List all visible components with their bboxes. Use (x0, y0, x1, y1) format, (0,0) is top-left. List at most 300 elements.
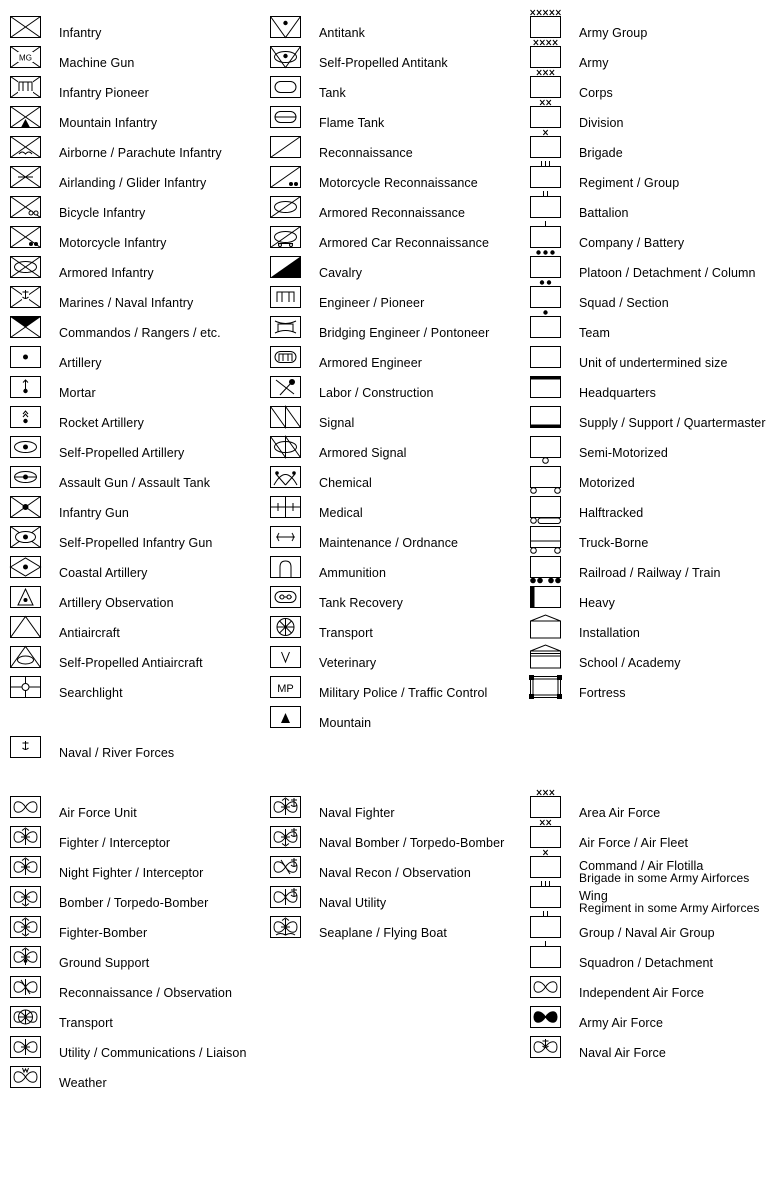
legend-entry (10, 436, 265, 466)
air-group-icon (530, 916, 561, 938)
legend-label-line: Transport (319, 626, 373, 640)
legend-label (579, 1046, 666, 1061)
division-icon (530, 106, 561, 128)
airborne-infantry-icon (10, 136, 41, 158)
legend-label-line: Veterinary (319, 656, 377, 670)
legend-label-line: Night Fighter / Interceptor (59, 866, 204, 880)
legend-label (579, 26, 647, 41)
legend-entry (530, 136, 770, 166)
medical-icon (270, 496, 301, 518)
air-recon-icon (10, 976, 41, 998)
rocket-artillery-icon (10, 406, 41, 428)
legend-label-line: Antiaircraft (59, 626, 120, 640)
legend-entry (270, 436, 528, 466)
armored-engineer-icon (270, 346, 301, 368)
legend-label (319, 716, 371, 731)
legend-label (319, 176, 478, 191)
legend-label (319, 476, 372, 491)
legend-label-line: Halftracked (579, 506, 644, 520)
legend-entry (10, 46, 265, 76)
legend-label (59, 806, 137, 821)
legend-entry (530, 796, 770, 826)
legend-entry (530, 676, 770, 706)
motorcycle-recon-icon (270, 166, 301, 188)
sp-antiaircraft-icon (10, 646, 41, 668)
legend-label-line: Armored Infantry (59, 266, 154, 280)
searchlight-icon (10, 676, 41, 698)
legend-label-line: Ammunition (319, 566, 386, 580)
legend-entry (530, 586, 770, 616)
legend-label (579, 266, 756, 281)
mountain-infantry-icon (10, 106, 41, 128)
heavy-icon (530, 586, 561, 608)
legend-label (59, 1016, 113, 1031)
legend-label-line: Labor / Construction (319, 386, 434, 400)
legend-label-line: Searchlight (59, 686, 123, 700)
legend-entry (270, 616, 528, 646)
legend-entry (10, 526, 265, 556)
legend-label (579, 626, 640, 641)
legend-label-line: Machine Gun (59, 56, 135, 70)
legend-label (319, 836, 504, 851)
legend-label-line: Maintenance / Ordnance (319, 536, 459, 550)
legend-label-line: Artillery (59, 356, 102, 370)
legend-label (319, 596, 403, 611)
legend-entry (10, 16, 265, 46)
air-flotilla-icon (530, 856, 561, 878)
legend-label (319, 356, 422, 371)
legend-entry (270, 286, 528, 316)
legend-label (579, 476, 635, 491)
legend-label (579, 536, 648, 551)
tank-icon (270, 76, 301, 98)
flame-tank-icon (270, 106, 301, 128)
legend-entry (530, 196, 770, 226)
legend-label (579, 806, 660, 821)
reconnaissance-icon (270, 136, 301, 158)
legend-entry (530, 316, 770, 346)
bridging-engineer-icon (270, 316, 301, 338)
legend-entry (270, 346, 528, 376)
legend-label (59, 206, 145, 221)
legend-label-line: Headquarters (579, 386, 656, 400)
legend-entry (10, 1036, 265, 1066)
legend-label-line: Armored Reconnaissance (319, 206, 466, 220)
legend-label (579, 656, 681, 671)
legend-entry (530, 286, 770, 316)
machine-gun-icon (10, 46, 41, 68)
legend-entry (270, 466, 528, 496)
legend-label-line: Army Group (579, 26, 648, 40)
weather-icon (10, 1066, 41, 1088)
legend-label (59, 296, 193, 311)
legend-label (319, 506, 363, 521)
bomber-icon (10, 886, 41, 908)
air-force-unit-icon (10, 796, 41, 818)
legend-label (59, 896, 208, 911)
coastal-artillery-icon (10, 556, 41, 578)
legend-label-line: School / Academy (579, 656, 681, 670)
legend-entry (10, 196, 265, 226)
legend-entry (530, 16, 770, 46)
antitank-icon (270, 16, 301, 38)
legend-entry (10, 376, 265, 406)
legend-label-line: Motorcycle Infantry (59, 236, 167, 250)
legend-label-line: Bicycle Infantry (59, 206, 146, 220)
legend-label-line: Area Air Force (579, 806, 661, 820)
legend-entry (270, 106, 528, 136)
legend-label (59, 326, 221, 341)
legend-entry (10, 976, 265, 1006)
legend-label-line: Platoon / Detachment / Column (579, 266, 756, 280)
legend-entry (270, 46, 528, 76)
marines-icon (10, 286, 41, 308)
legend-label-line: Regiment / Group (579, 176, 680, 190)
legend-entry (10, 1066, 265, 1096)
legend-entry (10, 586, 265, 616)
legend-label (579, 956, 713, 971)
legend-label (59, 236, 167, 251)
svg-text:MP: MP (277, 683, 294, 695)
legend-label (579, 86, 613, 101)
motorcycle-infantry-icon (10, 226, 41, 248)
legend-label-line: Air Force / Air Fleet (579, 836, 689, 850)
legend-label (319, 386, 434, 401)
legend-label (579, 116, 624, 131)
legend-entry (10, 1006, 265, 1036)
legend-entry (530, 166, 770, 196)
commandos-icon (10, 316, 41, 338)
legend-entry (530, 856, 770, 886)
supply-icon (530, 406, 561, 428)
legend-label (319, 806, 395, 821)
artillery-icon (10, 346, 41, 368)
installation-icon (530, 616, 561, 638)
night-fighter-icon (10, 856, 41, 878)
legend-label (59, 536, 212, 551)
team-icon (530, 316, 561, 338)
armored-signal-icon (270, 436, 301, 458)
legend-label-line: Self-Propelled Artillery (59, 446, 185, 460)
legend-label (59, 266, 154, 281)
legend-entry (270, 226, 528, 256)
legend-entry (530, 496, 770, 526)
legend-label-line: Brigade (579, 146, 623, 160)
infantry-icon (10, 16, 41, 38)
legend-entry (270, 676, 528, 706)
legend-label-line: Self-Propelled Infantry Gun (59, 536, 213, 550)
artillery-observation-icon (10, 586, 41, 608)
fortress-icon (530, 676, 561, 698)
legend-entry (270, 406, 528, 436)
legend-entry (530, 406, 770, 436)
legend-entry (530, 376, 770, 406)
legend-entry (270, 796, 528, 826)
naval-air-force-icon (530, 1036, 561, 1058)
legend-label (319, 266, 362, 281)
legend-label (59, 56, 134, 71)
legend-entry (10, 76, 265, 106)
legend-label (319, 896, 386, 911)
legend-label (579, 206, 629, 221)
legend-label-line: Naval / River Forces (59, 746, 175, 760)
legend-label-line: Flame Tank (319, 116, 385, 130)
legend-label (59, 1046, 247, 1061)
school-icon (530, 646, 561, 668)
legend-label-line: Self-Propelled Antiaircraft (59, 656, 203, 670)
area-air-force-icon (530, 796, 561, 818)
legend-label (579, 506, 643, 521)
legend-entry (10, 796, 265, 826)
legend-entry (530, 616, 770, 646)
legend-label (579, 296, 669, 311)
legend-entry (270, 856, 528, 886)
legend-entry (10, 136, 265, 166)
legend-label-line: Commandos / Rangers / etc. (59, 326, 221, 340)
legend-label (59, 566, 148, 581)
sp-artillery-icon (10, 436, 41, 458)
undetermined-size-icon (530, 346, 561, 368)
legend-label-line: Railroad / Railway / Train (579, 566, 721, 580)
legend-entry (530, 976, 770, 1006)
veterinary-icon (270, 646, 301, 668)
svg-text:MG: MG (19, 53, 32, 63)
legend-label-line: Coastal Artillery (59, 566, 148, 580)
sp-infantry-gun-icon (10, 526, 41, 548)
legend-label (59, 26, 102, 41)
naval-river-icon (10, 736, 41, 758)
legend-label-line: Semi-Motorized (579, 446, 668, 460)
legend-label-line: Company / Battery (579, 236, 685, 250)
legend-label (579, 146, 623, 161)
legend-entry (530, 466, 770, 496)
naval-utility-icon (270, 886, 301, 908)
legend-entry (10, 256, 265, 286)
legend-entry (530, 916, 770, 946)
headquarters-icon (530, 376, 561, 398)
army-air-force-icon (530, 1006, 561, 1028)
legend-label (59, 596, 174, 611)
truck-borne-icon (530, 526, 561, 548)
air-transport-icon (10, 1006, 41, 1028)
legend-label (579, 56, 609, 71)
legend-label-subline: Brigade in some Army Airforces (579, 871, 750, 885)
legend-label-line: Bomber / Torpedo-Bomber (59, 896, 209, 910)
legend-label-line: Truck-Borne (579, 536, 649, 550)
legend-label (319, 26, 365, 41)
legend-label-line: Airborne / Parachute Infantry (59, 146, 222, 160)
legend-label-line: Air Force Unit (59, 806, 137, 820)
legend-label (579, 860, 749, 884)
legend-label (59, 986, 232, 1001)
mountain-icon (270, 706, 301, 728)
legend-entry (10, 316, 265, 346)
bicycle-infantry-icon (10, 196, 41, 218)
legend-label-line: Fighter / Interceptor (59, 836, 171, 850)
armored-car-recon-icon (270, 226, 301, 248)
legend-label (579, 386, 656, 401)
legend-label (319, 206, 465, 221)
legend-entry (270, 196, 528, 226)
legend-entry (270, 706, 528, 736)
naval-recon-icon (270, 856, 301, 878)
legend-label-line: Corps (579, 86, 613, 100)
legend-label (59, 656, 203, 671)
legend-label (319, 626, 373, 641)
brigade-icon (530, 136, 561, 158)
legend-label-line: Airlanding / Glider Infantry (59, 176, 207, 190)
seaplane-icon (270, 916, 301, 938)
legend-entry (270, 166, 528, 196)
railroad-icon (530, 556, 561, 578)
corps-icon (530, 76, 561, 98)
legend-entry (10, 676, 265, 706)
legend-label-line: Army (579, 56, 609, 70)
legend-label (59, 926, 147, 941)
legend-label-line: Weather (59, 1076, 107, 1090)
legend-label-line: Naval Recon / Observation (319, 866, 471, 880)
legend-label (59, 746, 174, 761)
ground-support-icon (10, 946, 41, 968)
legend-entry (10, 886, 265, 916)
legend-entry (530, 226, 770, 256)
legend-label-line: Division (579, 116, 624, 130)
motorized-icon (530, 466, 561, 488)
legend-label-line: Group / Naval Air Group (579, 926, 715, 940)
legend-label-line: Naval Utility (319, 896, 387, 910)
legend-entry (530, 826, 770, 856)
armored-infantry-icon (10, 256, 41, 278)
legend-label (319, 56, 448, 71)
legend-label (59, 956, 149, 971)
platoon-icon (530, 256, 561, 278)
battalion-icon (530, 196, 561, 218)
mortar-icon (10, 376, 41, 398)
legend-label-line: Reconnaissance / Observation (59, 986, 233, 1000)
legend-label (319, 116, 384, 131)
assault-gun-icon (10, 466, 41, 488)
chemical-icon (270, 466, 301, 488)
legend-label-line: Rocket Artillery (59, 416, 144, 430)
legend-label (319, 236, 489, 251)
wing-icon (530, 886, 561, 908)
legend-entry (270, 556, 528, 586)
legend-entry (530, 886, 770, 916)
airlanding-infantry-icon (10, 166, 41, 188)
air-fleet-icon (530, 826, 561, 848)
legend-label-line: Antitank (319, 26, 365, 40)
legend-entry (530, 46, 770, 76)
legend-label-line: Mountain (319, 716, 372, 730)
ammunition-icon (270, 556, 301, 578)
legend-label-line: Utility / Communications / Liaison (59, 1046, 247, 1060)
legend-entry (270, 256, 528, 286)
naval-fighter-icon (270, 796, 301, 818)
transport-icon (270, 616, 301, 638)
legend-label-line: Installation (579, 626, 640, 640)
fighter-bomber-icon (10, 916, 41, 938)
squadron-icon (530, 946, 561, 968)
legend-label-line: Infantry Gun (59, 506, 129, 520)
antiaircraft-icon (10, 616, 41, 638)
semi-motorized-icon (530, 436, 561, 458)
legend-entry (10, 736, 265, 766)
legend-label (579, 566, 721, 581)
legend-label (579, 446, 668, 461)
legend-label (59, 476, 210, 491)
legend-entry (270, 646, 528, 676)
legend-entry (530, 106, 770, 136)
legend-label (319, 86, 346, 101)
legend-entry (270, 826, 528, 856)
legend-label (579, 416, 766, 431)
labor-icon (270, 376, 301, 398)
legend-label (319, 536, 458, 551)
legend-entry (10, 856, 265, 886)
legend-entry (530, 436, 770, 466)
legend-entry (530, 526, 770, 556)
legend-entry (10, 646, 265, 676)
legend-label (319, 656, 376, 671)
legend-label-line: Motorcycle Reconnaissance (319, 176, 478, 190)
legend-label-line: Squadron / Detachment (579, 956, 714, 970)
legend-label (319, 866, 471, 881)
legend-label (59, 146, 222, 161)
legend-label (319, 686, 487, 701)
legend-label-line: Armored Signal (319, 446, 407, 460)
legend-label-line: Fighter-Bomber (59, 926, 148, 940)
legend-label (319, 146, 413, 161)
legend-entry (270, 916, 528, 946)
army-group-icon (530, 16, 561, 38)
legend-label-line: Army Air Force (579, 1016, 664, 1030)
legend-label-line: Armored Car Reconnaissance (319, 236, 490, 250)
legend-label-line: Tank Recovery (319, 596, 403, 610)
legend-label-line: Wing (579, 889, 608, 903)
infantry-gun-icon (10, 496, 41, 518)
legend-label (59, 356, 102, 371)
maintenance-icon (270, 526, 301, 548)
legend-label-line: Mountain Infantry (59, 116, 158, 130)
legend-entry (530, 1036, 770, 1066)
legend-entry (530, 556, 770, 586)
legend-label-line: Motorized (579, 476, 635, 490)
legend-label-line: Infantry Pioneer (59, 86, 149, 100)
armored-recon-icon (270, 196, 301, 218)
legend-label (319, 926, 447, 941)
legend-label-line: Military Police / Traffic Control (319, 686, 488, 700)
legend-entry (10, 946, 265, 976)
legend-entry (270, 496, 528, 526)
legend-label-line: Reconnaissance (319, 146, 413, 160)
legend-label-line: Armored Engineer (319, 356, 423, 370)
legend-label (319, 326, 489, 341)
legend-label-line: Squad / Section (579, 296, 669, 310)
legend-label-line: Signal (319, 416, 355, 430)
legend-entry (530, 346, 770, 376)
engineer-icon (270, 286, 301, 308)
legend-label (59, 626, 120, 641)
army-icon (530, 46, 561, 68)
legend-label-line: Naval Air Force (579, 1046, 666, 1060)
legend-label (59, 116, 157, 131)
legend-label-line: Independent Air Force (579, 986, 705, 1000)
fighter-icon (10, 826, 41, 848)
legend-entry (530, 946, 770, 976)
legend-label (579, 176, 679, 191)
legend-label (579, 686, 626, 701)
legend-label-line: Team (579, 326, 610, 340)
